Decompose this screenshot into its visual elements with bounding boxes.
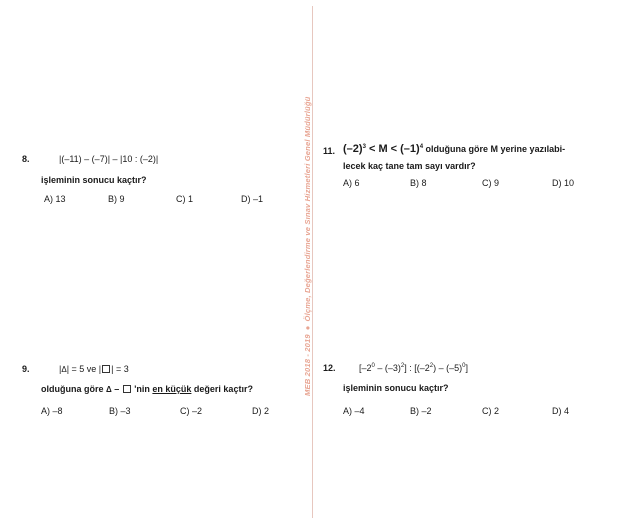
option-a[interactable]: A) 6: [343, 178, 360, 188]
underlined-emphasis: en küçük: [152, 384, 192, 394]
math-expression: ) – (–5): [433, 363, 463, 373]
prompt-text: olduğuna göre M yerine yazılabi-: [423, 144, 566, 154]
prompt-text: olduğuna göre: [41, 384, 106, 394]
option-c[interactable]: C) 2: [482, 406, 500, 416]
abs-bar: |: [59, 364, 62, 374]
triangle-icon: Δ: [61, 365, 67, 374]
option-d[interactable]: D) 4: [552, 406, 570, 416]
condition-text: | = 3: [111, 364, 129, 374]
year-label: MEB 2018 - 2019: [303, 334, 312, 396]
question-prompt: işleminin sonucu kaçtır?: [343, 383, 449, 393]
math-expression: < M < (–1): [365, 143, 420, 155]
exponent: 2: [400, 363, 405, 369]
option-a[interactable]: A) –4: [343, 406, 365, 416]
triangle-icon: Δ: [106, 385, 112, 394]
option-b[interactable]: B) 9: [108, 194, 125, 204]
question-expression: [359, 363, 468, 373]
question-number: 9.: [22, 364, 30, 374]
option-c[interactable]: C) –2: [180, 406, 203, 416]
column-divider: [312, 6, 313, 518]
condition-text: | = 5 ve |: [66, 364, 102, 374]
option-b[interactable]: B) 8: [410, 178, 427, 188]
question-lead: [343, 143, 565, 155]
question-prompt: lecek kaç tane tam sayı vardır?: [343, 161, 476, 171]
prompt-text: değeri kaçtır?: [191, 384, 253, 394]
exponent: 0: [462, 363, 466, 369]
vertical-footer-label: [303, 97, 312, 396]
institution-label: Ölçme, Değerlendirme ve Sınav Hizmetleri Genel Müdürlüğü: [303, 96, 312, 322]
option-a[interactable]: A) 13: [44, 194, 66, 204]
question-number: 8.: [22, 154, 30, 164]
option-d[interactable]: D) 10: [552, 178, 575, 188]
exponent: 0: [371, 363, 375, 369]
square-icon: [123, 385, 131, 393]
bullet-icon: ●: [303, 325, 312, 331]
option-b[interactable]: B) –3: [109, 406, 131, 416]
question-prompt: işleminin sonucu kaçtır?: [41, 175, 147, 185]
exponent: 3: [362, 144, 366, 150]
question-prompt: [41, 384, 253, 394]
option-a[interactable]: A) –8: [41, 406, 63, 416]
math-expression: ]: [465, 363, 468, 373]
math-expression: (–2): [343, 143, 363, 155]
question-expression: |(–11) – (–7)| – |10 : (–2)|: [59, 154, 159, 164]
question-condition: [59, 364, 129, 374]
option-c[interactable]: C) 1: [176, 194, 194, 204]
question-number: 11.: [323, 146, 336, 156]
square-icon: [102, 365, 110, 373]
exponent: 2: [429, 363, 434, 369]
math-expression: – (–3): [374, 363, 401, 373]
math-expression: [–2: [359, 363, 372, 373]
math-expression: ] : [(–2: [404, 363, 430, 373]
prompt-text: 'nin: [131, 384, 153, 394]
option-c[interactable]: C) 9: [482, 178, 500, 188]
option-d[interactable]: D) 2: [252, 406, 270, 416]
exponent: 4: [419, 144, 424, 150]
option-b[interactable]: B) –2: [410, 406, 432, 416]
option-d[interactable]: D) –1: [241, 194, 264, 204]
minus-sign: –: [111, 384, 122, 394]
question-number: 12.: [323, 363, 336, 373]
